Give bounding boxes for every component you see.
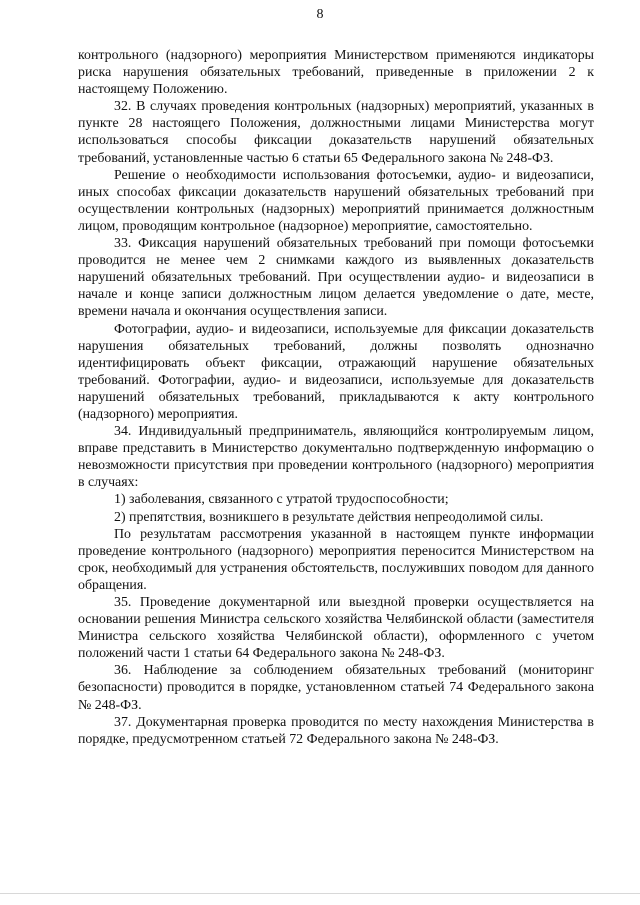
paragraph-34: 34. Индивидуальный предприниматель, являющийся контролируемым лицом, вправе представить в Министерство документально подтвержденную информацию о невозможности присутствия при проведении контрольного (надзорного) мероприятия в случаях: <box>78 424 594 491</box>
paragraph-34-item-1: 1) заболевания, связанного с утратой трудоспособности; <box>114 492 449 508</box>
paragraph-36: 36. Наблюдение за соблюдением обязательных требований (мониторинг безопасности) проводится в порядке, установленном статьей 74 Федерального закона № 248-ФЗ. <box>78 663 594 713</box>
paragraph-35: 35. Проведение документарной или выездной проверки осуществляется на основании решения Министра сельского хозяйства Челябинской области (заместителя Министра сельского хозяйства Челябинской области), оформленного с учетом положений части 1 статьи 64 Федерального закона № 248-ФЗ. <box>78 595 594 662</box>
paragraph-33: 33. Фиксация нарушений обязательных требований при помощи фотосъемки проводится не менее чем 2 снимками каждого из выявленных доказательств нарушений обязательных требований. При осуществлении аудио- и видеозаписи в начале и конце записи должностным лицом делается уведомление о дате, месте, времени начала и окончания осуществления записи. <box>78 236 594 320</box>
paragraph-32-decision: Решение о необходимости использования фотосъемки, аудио- и видеозаписи, иных способах фиксации доказательств нарушений обязательных требований при осуществлении контрольных (надзорных) мероприятий принимается должностным лицом, проводящим контрольное (надзорное) мероприятие, самостоятельно. <box>78 167 594 234</box>
page-number: 8 <box>316 7 324 22</box>
paragraph-37: 37. Документарная проверка проводится по месту нахождения Министерства в порядке, предусмотренном статьей 72 Федерального закона № 248-ФЗ. <box>78 714 594 747</box>
paragraph-33-photos: Фотографии, аудио- и видеозаписи, используемые для фиксации доказательств нарушения обязательных требований, должны позволять однозначно идентифицировать объект фиксации, отражающий нарушение обязательных требований. Фотографии, аудио- и видеозаписи, используемые для доказательств нарушений обязательных требований, прикладываются к акту контрольного (надзорного) мероприятия. <box>78 321 594 422</box>
paragraph-continuation: контрольного (надзорного) мероприятия Министерством применяются индикаторы риска нарушения обязательных требований, приведенные в приложении 2 к настоящему Положению. <box>78 48 594 98</box>
paragraph-34-results: По результатам рассмотрения указанной в настоящем пункте информации проведение контрольного (надзорного) мероприятия переносится Министерством на срок, необходимый для устранения обстоятельств, послуживших поводом для данного обращения. <box>78 526 594 593</box>
paragraph-32: 32. В случаях проведения контрольных (надзорных) мероприятий, указанных в пункте 28 настоящего Положения, должностными лицами Министерства могут использоваться способы фиксации доказательств нарушений обязательных требований, установленные частью 6 статьи 65 Федерального закона № 248-ФЗ. <box>78 99 594 166</box>
paragraph-34-item-2: 2) препятствия, возникшего в результате действия непреодолимой силы. <box>114 509 544 525</box>
scan-edge-line <box>0 893 640 894</box>
document-body <box>78 47 594 748</box>
